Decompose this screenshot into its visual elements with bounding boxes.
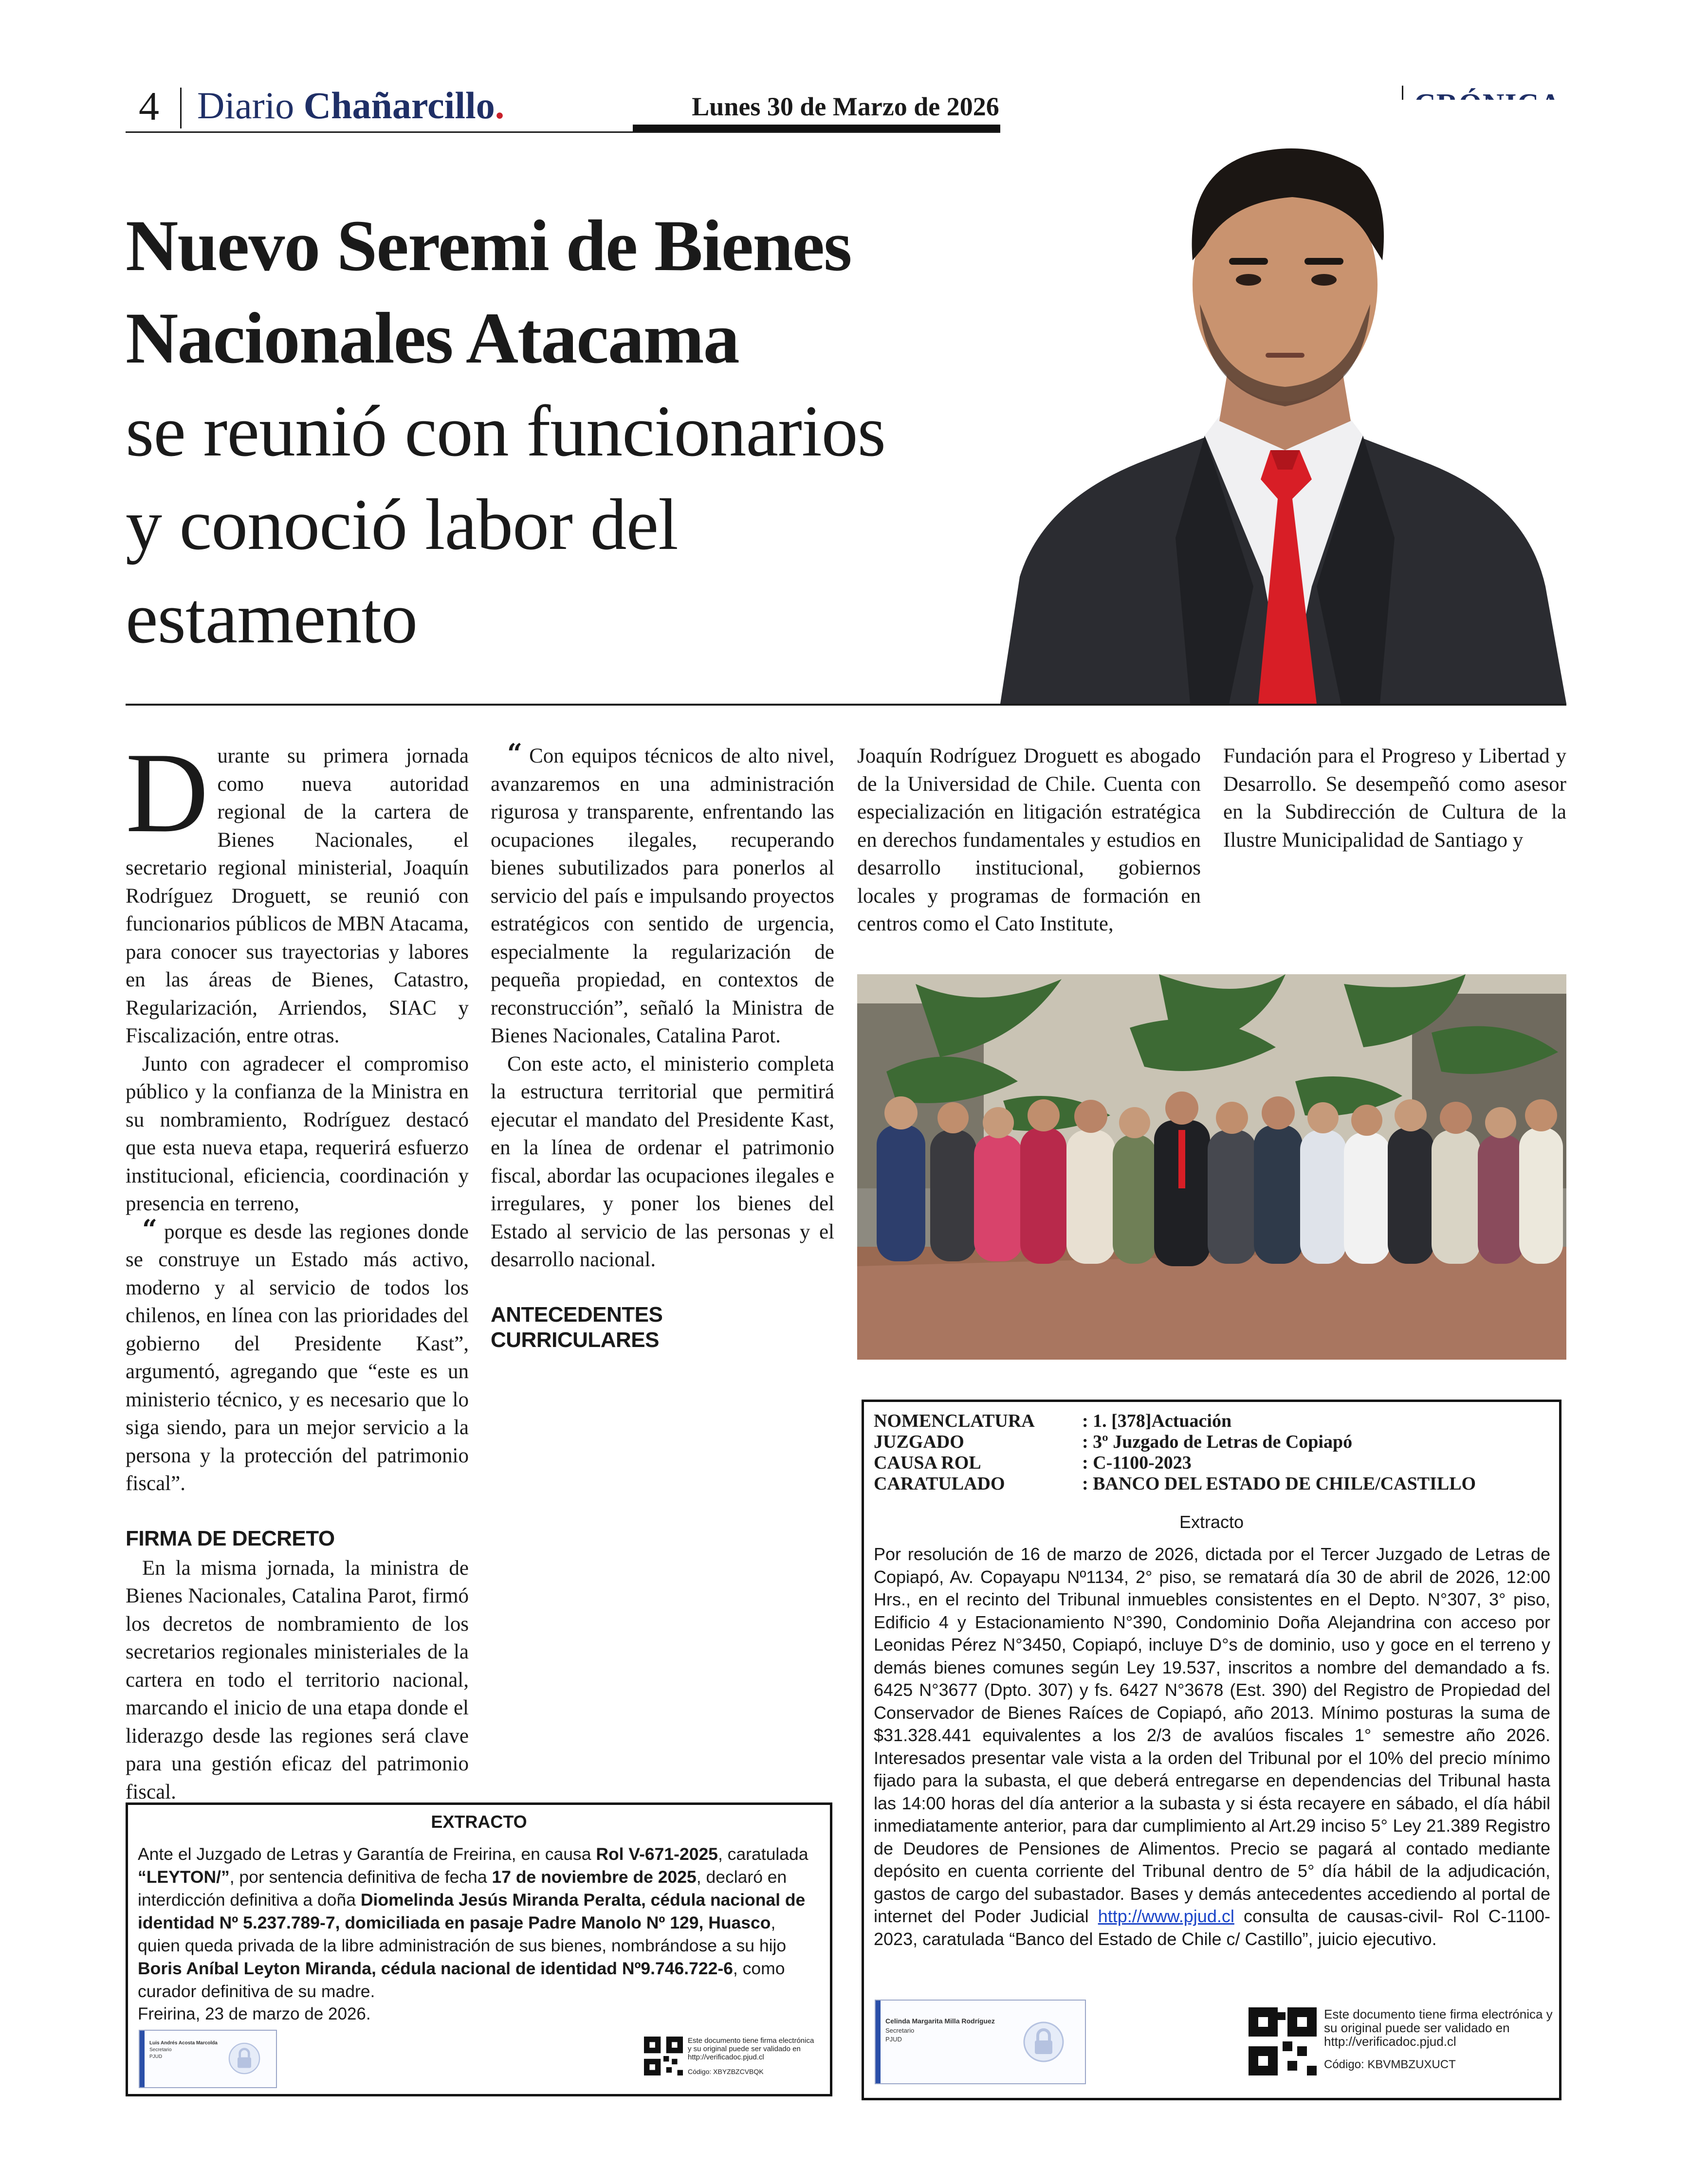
notice-text-bold: Diomelinda Jesús Miranda Peralta, cédula nacional de identidad Nº 5.237.789-7, domiciliada en pasaje Padre Manolo Nº 129, Huasco: [138, 1890, 806, 1932]
notice-row-value: : C-1100-2023: [1082, 1453, 1192, 1473]
notice-row-value: : BANCO DEL ESTADO DE CHILE/CASTILLO: [1082, 1474, 1476, 1494]
masthead-bold: Chañarcillo: [303, 84, 495, 127]
quote-text: porque es desde las regiones donde se construye un Estado más activo, moderno y al servicio de todos los chilenos, en línea con las prioridades del gobierno del Presidente Kast”, argumentó, agregando que “este es un ministerio técnico, y es necesario que lo siga siendo, para un mejor servicio a la persona y la protección del patrimonio fiscal”.: [126, 1220, 469, 1495]
article-quote-paragraph: [491, 738, 834, 1050]
notice-text: , por sentencia definitiva de fecha: [229, 1867, 492, 1887]
signature-org: PJUD: [885, 2036, 902, 2043]
notice-row: [874, 1474, 1476, 1494]
notice-text: Ante el Juzgado de Letras y Garantía de Freirina, en causa: [138, 1844, 596, 1864]
issue-date: Lunes 30 de Marzo de 2026: [692, 92, 999, 121]
notice-text-bold: “LEYTON/”: [138, 1867, 230, 1887]
lead-text: urante su primera jornada como nueva autoridad regional de la cartera de Bienes Nacionales, el secretario regional ministerial, Joaquín Rodríguez Droguett, se reunió con funcionarios públicos de MBN Atacama, para conocer sus trayectorias y labores en las áreas de Bienes, Catastro, Regularización, Arriendos, SIAC y Fiscalización, entre otras.: [126, 745, 469, 1047]
signature-org: PJUD: [149, 2054, 163, 2059]
notice-row-key: CAUSA ROL: [874, 1453, 981, 1473]
notice-row: [874, 1411, 1476, 1432]
signature-strip: [876, 2001, 881, 2083]
qr-code-icon: [1249, 2007, 1317, 2075]
masthead-regular: Diario: [197, 84, 304, 127]
notice-row-key: NOMENCLATURA: [874, 1411, 1035, 1431]
masthead: [197, 84, 504, 127]
article-lead-paragraph: [126, 729, 469, 1050]
article-paragraph-continued: Joaquín Rodríguez Droguett es abogado de la Universidad de Chile. Cuenta con especialización en litigación estratégica en derechos fundamentales y estudios en desarrollo institucional, gobiernos locales y programas de formación en centros como el Cato Institute,: [857, 745, 1201, 935]
qr-code-label: Código: XBYZBZCVBQK: [688, 2068, 764, 2075]
electronic-signature-stamp: [139, 2030, 277, 2088]
date-underline-bar: [633, 125, 1058, 131]
article-paragraph: Junto con agradecer el compromiso público y la confianza de la Ministra en su nombramiento, Rodríguez destacó que esta nueva etapa, requerirá esfuerzo institucional, eficiencia, coordinación y presencia en terreno,: [126, 1052, 469, 1215]
notice-body-text: Por resolución de 16 de marzo de 2026, dictada por el Tercer Juzgado de Letras de Copiapó, Av. Copayapu Nº1134, 2° piso, se rematará día 30 de abril de 2026, 12:00 Hrs., en el recinto del Tribunal inmuebles consistentes en el Depto. N°307, 3° piso, Edificio 4 y Estacionamiento N°390, Condominio Doña Alejandrina con acceso por Leonidas Pérez N°3450, Copiapó, incluye D°s de dominio, uso y goce en el terreno y demás bienes comunes según Ley 19.537, inscritos a nombre del demandado a fs. 6425 N°3677 (Dpto. 307) y fs. 6427 N°3678 (Est. 390) del Registro de Propiedad del Conservador de Bienes Raíces de Copiapó, año 2013. Mínimo posturas la suma de $31.328.441 equivalentes a los 2/3 de avalúos fiscales 1° semestre año 2026. Interesados presentar vale vista a la orden del Tribunal por el 10% del precio mínimo fijado para la subasta, el que deberá entregarse en dependencias del Tribunal hasta las 14:00 horas del día anterior a la subasta y si ésta recayere en sábado, el día hábil inmediatamente anterior, para dar cumplimiento al Art.29 inciso 5° Ley 21.389 Registro de Deudores de Pensiones de Alimentos. Precio se pagará al contado mediante depósito en cuenta corriente del Tribunal dentro de 5° día hábil de la adjudicación, gastos de cargo del subastador. Bases y demás antecedentes accediendo al portal de internet del Poder Judicial: [874, 1544, 1550, 1926]
headline-line-3: se reunió con funcionarios: [126, 391, 886, 472]
signature-strip: [140, 2031, 145, 2087]
notice-row-value: : 3º Juzgado de Letras de Copiapó: [1082, 1432, 1353, 1452]
notice-text: , caratulada: [717, 1844, 808, 1864]
quote-mark-icon: “: [142, 1213, 158, 1245]
header-divider: [180, 88, 182, 128]
notice-header-table: [874, 1411, 1476, 1494]
pjud-link[interactable]: http://www.pjud.cl: [1098, 1906, 1234, 1926]
signature-role: Secretario: [149, 2047, 172, 2053]
article-paragraph-continued: Fundación para el Progreso y Libertad y Desarrollo. Se desempeñó como asesor en la Subdirección de Cultura de la Ilustre Municipalidad de Santiago y: [1223, 745, 1566, 852]
lock-icon: [1022, 2020, 1065, 2064]
article-column-3: [857, 742, 1201, 939]
headline-rule: [126, 704, 1566, 706]
article-paragraph: En la misma jornada, la ministra de Bienes Nacionales, Catalina Parot, firmó los decretos de nombramiento de los secretarios regionales ministeriales de la cartera en todo el territorio nacional, marcando el inicio de una etapa donde el liderazgo desde las regiones será clave para una gestión eficaz del patrimonio fiscal.: [126, 1556, 469, 1803]
notice-row-key: JUZGADO: [874, 1432, 964, 1452]
qr-code-icon: [644, 2037, 683, 2075]
article-column-4: [1223, 742, 1566, 871]
qr-code-label: Código: KBVMBZUXUCT: [1324, 2058, 1456, 2071]
drop-cap: D: [126, 729, 209, 856]
notice-title: EXTRACTO: [431, 1812, 527, 1832]
subheading-firma-de-decreto: FIRMA DE DECRETO: [126, 1526, 335, 1550]
page-number: 4: [139, 84, 159, 129]
notice-body: [874, 1543, 1550, 1950]
paragraph-text: Con equipos técnicos de alto nivel, avanzaremos en una administración rigurosa y transparente, enfrentando las ocupaciones ilegales, recuperando bienes subutilizados para ponerlos al servicio del país e impulsando proyectos estratégicos con sentido de urgencia, especialmente la regularización de pequeña propiedad, en contextos de reconstrucción”, señaló la Ministra de Bienes Nacionales, Catalina Parot.: [491, 745, 834, 1047]
signature-name: Luis Andrés Acosta Marcolda: [149, 2040, 218, 2046]
notice-body-text: consulta de causas-civil- Rol C-1100-2023, caratulada “Banco del Estado de Chile c/ Castillo”, juicio ejecutivo.: [874, 1906, 1550, 1949]
notice-date: Freirina, 23 de marzo de 2026.: [138, 2004, 371, 2023]
headline-line-5: estamento: [126, 578, 418, 658]
notice-body: [138, 1843, 822, 2003]
signature-role: Secretario: [885, 2027, 915, 2034]
notice-text-bold: Boris Aníbal Leyton Miranda, cédula nacional de identidad Nº9.746.722-6: [138, 1959, 733, 1978]
legal-notice-extracto-freirina: [126, 1802, 832, 2096]
subheading-line: ANTECEDENTES: [491, 1302, 663, 1327]
portrait-photo: [1000, 100, 1566, 704]
paragraph-text: Con este acto, el ministerio completa la estructura territorial que permitirá ejecutar el mandato del Presidente Kast, en la línea de ordenar el patrimonio fiscal, abordar las ocupaciones ilegales e irregulares, y poner los bienes del Estado al servicio de las personas y el desarrollo nacional.: [491, 1052, 834, 1271]
notice-text: , declaró en interdicción definitiva a doña: [138, 1867, 787, 1910]
electronic-signature-stamp: [875, 2000, 1086, 2084]
article-quote-paragraph: [126, 1213, 469, 1498]
notice-text-bold: Rol V-671-2025: [596, 1844, 718, 1864]
masthead-dot: .: [495, 84, 505, 127]
article-paragraph: [491, 1050, 834, 1274]
notice-text-bold: 17 de noviembre de 2025: [492, 1867, 697, 1887]
qr-verification-text: Este documento tiene firma electrónica y su original puede ser validado en http://verificadoc.pjud.cl: [1324, 2007, 1553, 2049]
article-column-1: [126, 729, 469, 1806]
lock-icon: [227, 2041, 261, 2075]
group-photo: [857, 974, 1566, 1360]
subheading-antecedentes-curriculares: [491, 1302, 834, 1353]
subheading-line: CURRICULARES: [491, 1328, 659, 1352]
qr-verification-text: Este documento tiene firma electrónica y su original puede ser validado en http://verificadoc.pjud.cl: [688, 2037, 814, 2061]
notice-text: , quien queda privada de la libre administración de sus bienes, nombrándose a su hijo: [138, 1913, 787, 1955]
quote-mark-icon: “: [507, 738, 523, 769]
headline: [126, 200, 1050, 665]
notice-row: [874, 1453, 1476, 1474]
notice-row-key: CARATULADO: [874, 1474, 1005, 1494]
headline-line-1: Nuevo Seremi de Bienes: [126, 205, 851, 286]
headline-line-2: Nacionales Atacama: [126, 298, 739, 379]
signature-name: Celinda Margarita Milla Rodríguez: [885, 2017, 995, 2025]
notice-row-value: : 1. [378]Actuación: [1082, 1411, 1232, 1431]
headline-line-4: y conoció labor del: [126, 484, 678, 565]
legal-notice-extracto-copiapo: [862, 1400, 1561, 2100]
notice-row: [874, 1432, 1476, 1453]
notice-title: Extracto: [1179, 1512, 1244, 1532]
article-column-2: [491, 738, 834, 1352]
notice-text: , como curador definitiva de su madre.: [138, 1959, 785, 2001]
